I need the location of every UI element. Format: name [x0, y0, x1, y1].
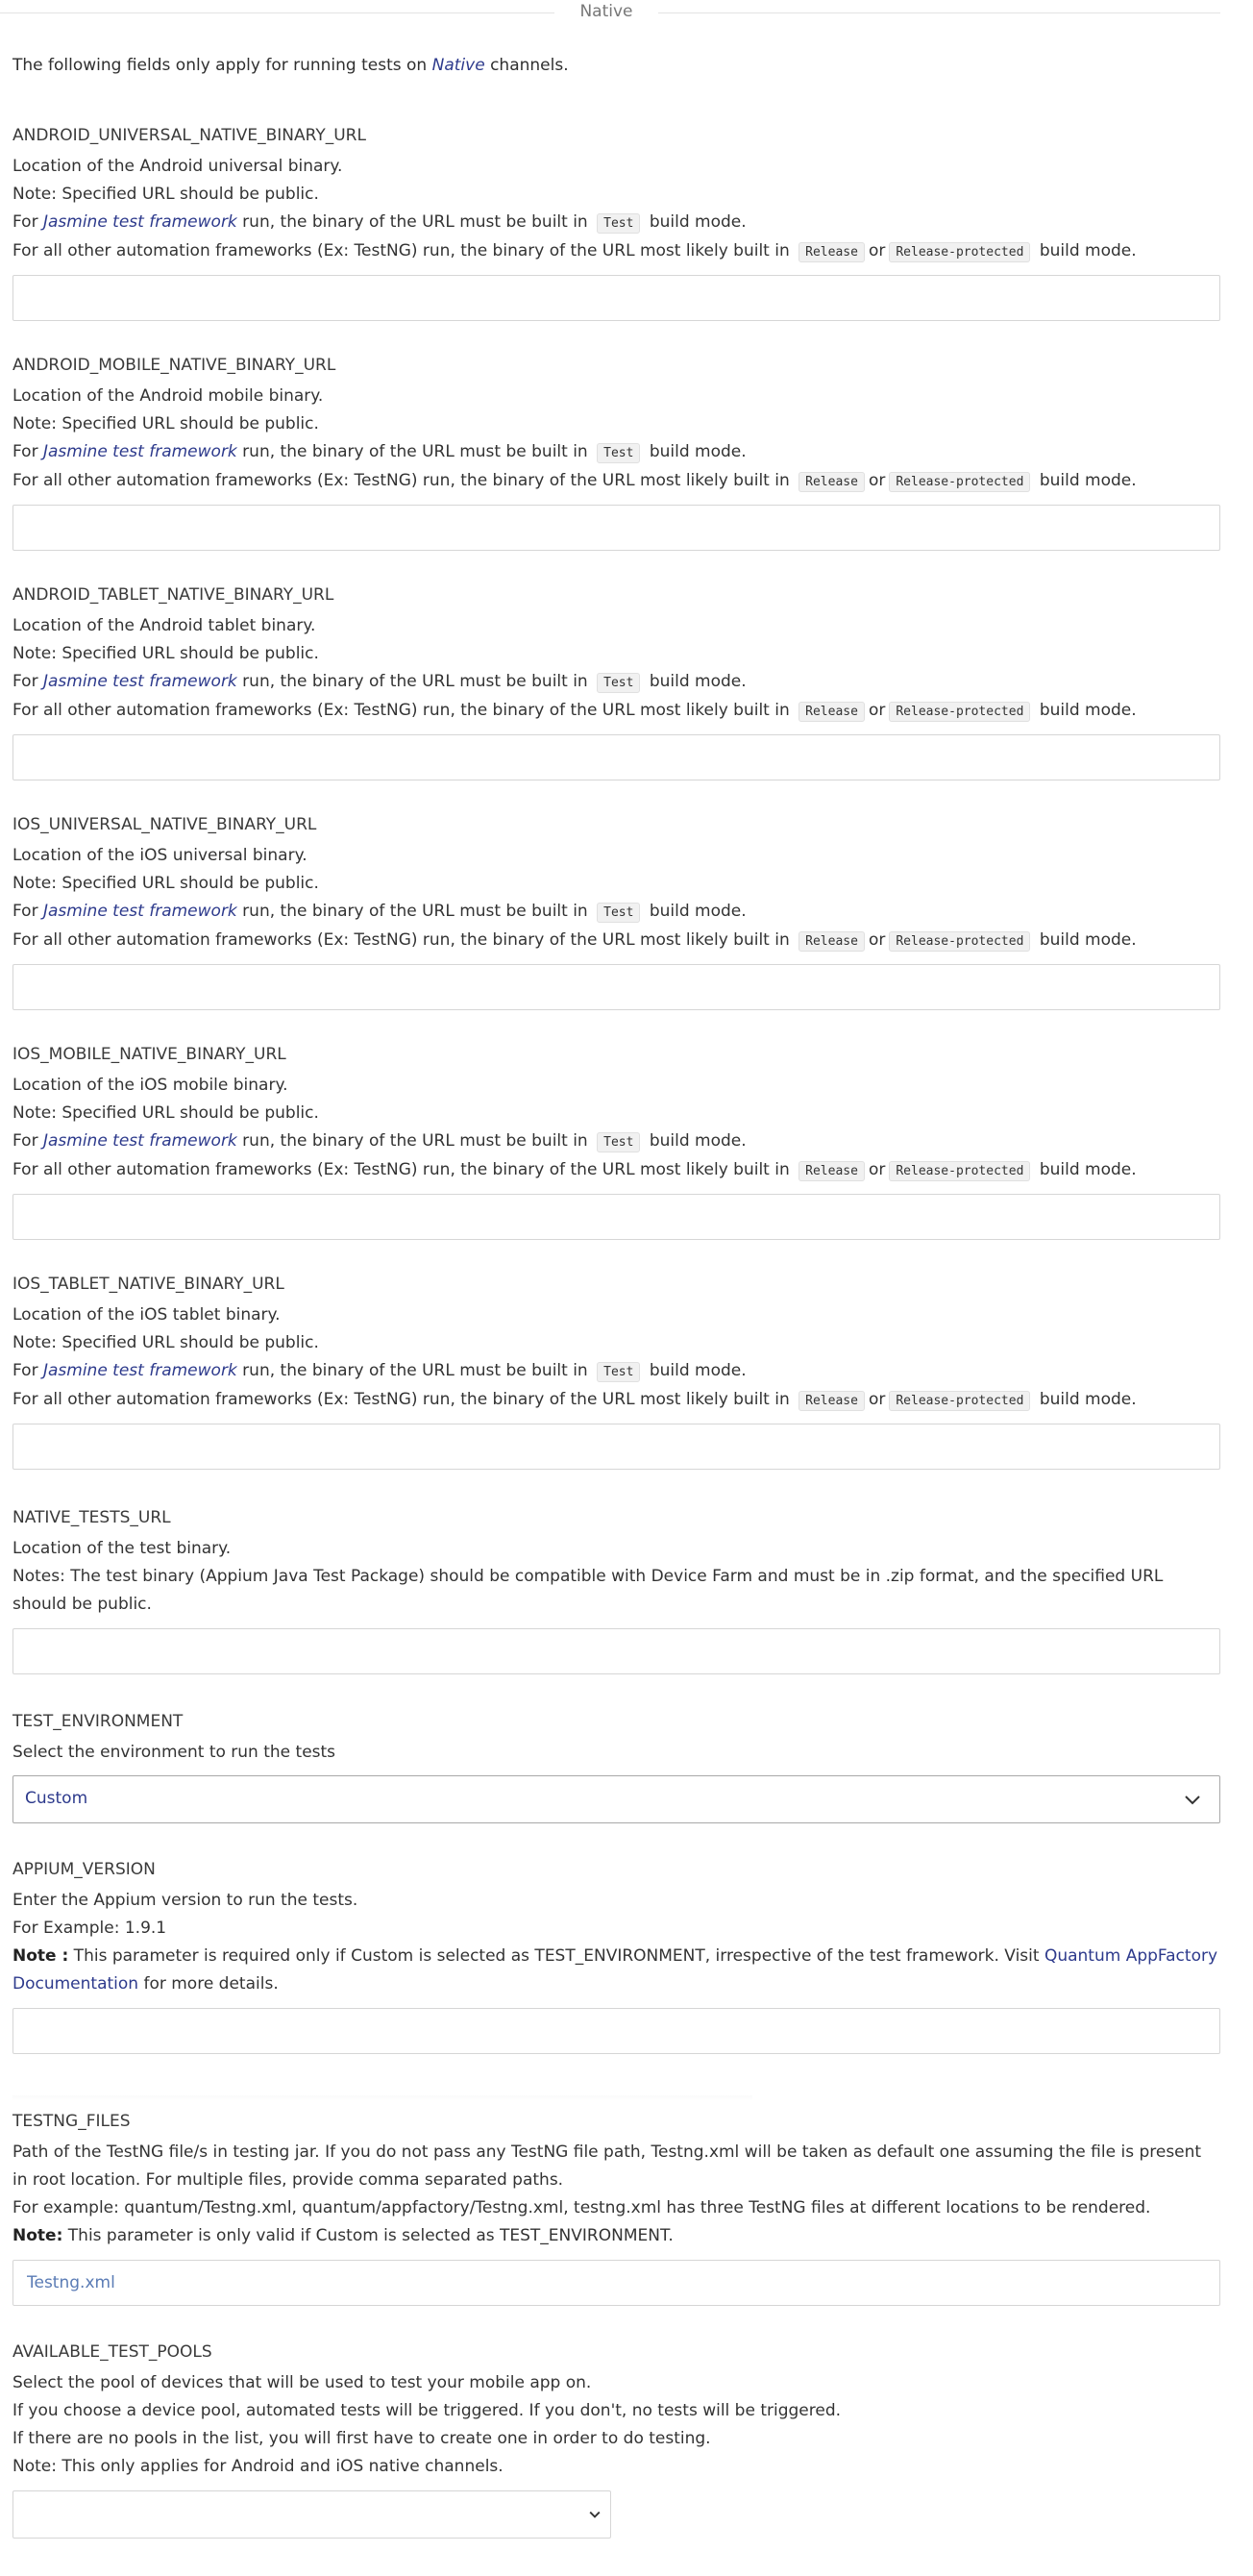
jasmine-link[interactable]: Jasmine test framework — [42, 442, 237, 461]
for-text: For — [12, 902, 43, 921]
appium-line2: For Example: 1.9.1 — [12, 1919, 167, 1938]
field-name: AVAILABLE_TEST_POOLS — [12, 2342, 212, 2362]
field-available-test-pools — [12, 2341, 1220, 2539]
field-name: TEST_ENVIRONMENT — [12, 1712, 184, 1731]
testng-files-input[interactable] — [12, 2260, 1220, 2306]
field-jasmine-line — [12, 438, 1220, 467]
or-text: or — [868, 1160, 886, 1179]
release-code: Release — [798, 242, 865, 262]
build-mode-text: build mode. — [1039, 930, 1137, 950]
field-location: Location of the iOS universal binary. — [12, 846, 307, 865]
test-code: Test — [597, 1362, 640, 1382]
pools-line1: Select the pool of devices that will be used to test your mobile app on. — [12, 2373, 592, 2392]
field-ios-universal — [12, 814, 1220, 1010]
or-text: or — [868, 1390, 886, 1409]
others-head: For all other automation frameworks (Ex: TestNG) run, the binary of the URL most likely built in — [12, 471, 790, 490]
release-code: Release — [798, 931, 865, 952]
test-environment-select[interactable] — [12, 1775, 1220, 1823]
intro-native: Native — [431, 56, 485, 75]
build-mode-text: build mode. — [649, 442, 747, 461]
field-jasmine-line — [12, 898, 1220, 927]
pools-line3: If there are no pools in the list, you will first have to create one in order to do testing. — [12, 2429, 711, 2448]
intro-text — [12, 54, 569, 77]
or-text: or — [868, 471, 886, 490]
build-mode-text: build mode. — [1039, 241, 1137, 260]
build-mode-text: build mode. — [649, 1361, 747, 1380]
release-code: Release — [798, 472, 865, 492]
for-text: For — [12, 1131, 43, 1151]
field-name: ANDROID_UNIVERSAL_NATIVE_BINARY_URL — [12, 126, 366, 145]
field-note-public: Note: Specified URL should be public. — [12, 1333, 319, 1352]
field-others-line — [12, 1156, 1220, 1185]
field-name: ANDROID_TABLET_NATIVE_BINARY_URL — [12, 585, 334, 605]
field-testng-files — [12, 2111, 1220, 2306]
others-head: For all other automation frameworks (Ex: TestNG) run, the binary of the URL most likely built in — [12, 1390, 790, 1409]
others-head: For all other automation frameworks (Ex: TestNG) run, the binary of the URL most likely built in — [12, 1160, 790, 1179]
jasmine-tail: run, the binary of the URL must be built in — [236, 212, 588, 232]
testng-line2: For example: quantum/Testng.xml, quantum/appfactory/Testng.xml, testng.xml has three TestNG files at different locations to be rendered. — [12, 2198, 1151, 2217]
field-name: IOS_UNIVERSAL_NATIVE_BINARY_URL — [12, 815, 317, 834]
field-note-public: Note: Specified URL should be public. — [12, 1103, 319, 1123]
chevron-down-icon — [1183, 1790, 1202, 1809]
test-code: Test — [597, 1132, 640, 1152]
field-name: IOS_TABLET_NATIVE_BINARY_URL — [12, 1275, 284, 1294]
native-tests-line1: Location of the test binary. — [12, 1539, 232, 1558]
build-mode-text: build mode. — [1039, 1160, 1137, 1179]
field-jasmine-line — [12, 209, 1220, 237]
release-code: Release — [798, 1161, 865, 1181]
field-name: ANDROID_MOBILE_NATIVE_BINARY_URL — [12, 356, 336, 375]
test-code: Test — [597, 213, 640, 234]
pools-line4: Note: This only applies for Android and iOS native channels. — [12, 2457, 504, 2476]
test-code: Test — [597, 673, 640, 693]
others-head: For all other automation frameworks (Ex: TestNG) run, the binary of the URL most likely built in — [12, 701, 790, 720]
build-mode-text: build mode. — [1039, 701, 1137, 720]
appium-note-label: Note : — [12, 1946, 69, 1966]
testng-line1: Path of the TestNG file/s in testing jar. If you do not pass any TestNG file path, Testng.xml will be taken as default one assuming the file is present in root location. For multiple files, provide comma separated paths. — [12, 2143, 1202, 2190]
testng-note-label: Note: — [12, 2226, 63, 2245]
or-text: or — [868, 701, 886, 720]
jasmine-link[interactable]: Jasmine test framework — [42, 672, 237, 691]
android-tablet-url-input[interactable] — [12, 734, 1220, 780]
testng-note — [12, 2222, 1220, 2250]
field-name: TESTNG_FILES — [12, 2112, 131, 2131]
field-test-environment — [12, 1711, 1220, 1823]
build-mode-text: build mode. — [649, 212, 747, 232]
field-note-public: Note: Specified URL should be public. — [12, 874, 319, 893]
jasmine-link[interactable]: Jasmine test framework — [42, 902, 237, 921]
android-universal-url-input[interactable] — [12, 275, 1220, 321]
release-protected-code: Release-protected — [889, 242, 1030, 262]
others-head: For all other automation frameworks (Ex: TestNG) run, the binary of the URL most likely built in — [12, 241, 790, 260]
build-mode-text: build mode. — [649, 1131, 747, 1151]
section-divider — [0, 0, 1220, 27]
jasmine-tail: run, the binary of the URL must be built in — [236, 1131, 588, 1151]
release-code: Release — [798, 1391, 865, 1411]
test-code: Test — [597, 903, 640, 923]
field-jasmine-line — [12, 1357, 1220, 1386]
release-code: Release — [798, 702, 865, 722]
appium-note-text: This parameter is required only if Custom is selected as TEST_ENVIRONMENT, irrespective of the test framework. Visit — [68, 1946, 1044, 1966]
field-ios-mobile — [12, 1044, 1220, 1240]
build-mode-text: build mode. — [1039, 1390, 1137, 1409]
ios-tablet-url-input[interactable] — [12, 1424, 1220, 1470]
field-native-tests-url — [12, 1507, 1220, 1674]
or-text: or — [868, 930, 886, 950]
jasmine-tail: run, the binary of the URL must be built in — [236, 672, 588, 691]
field-location: Location of the Android mobile binary. — [12, 386, 324, 406]
test-environment-value: Custom — [25, 1789, 88, 1808]
chevron-down-icon — [587, 2507, 602, 2522]
for-text: For — [12, 672, 43, 691]
field-android-mobile — [12, 355, 1220, 551]
intro-before: The following fields only apply for running tests on — [12, 56, 432, 75]
field-appium-version — [12, 1859, 1220, 2054]
native-tests-url-input[interactable] — [12, 1628, 1220, 1674]
field-android-universal — [12, 125, 1220, 321]
testng-note-text: This parameter is only valid if Custom is selected as TEST_ENVIRONMENT. — [62, 2226, 674, 2245]
field-location: Location of the Android tablet binary. — [12, 616, 316, 635]
appium-line1: Enter the Appium version to run the tests. — [12, 1891, 358, 1910]
field-location: Location of the iOS tablet binary. — [12, 1305, 281, 1325]
field-name: IOS_MOBILE_NATIVE_BINARY_URL — [12, 1045, 286, 1064]
field-name: APPIUM_VERSION — [12, 1860, 156, 1879]
documentation-link[interactable]: Quantum AppFactory Documentation — [12, 1946, 1218, 1994]
appium-note — [12, 1943, 1220, 1998]
field-others-line — [12, 927, 1220, 955]
field-android-tablet — [12, 584, 1220, 780]
field-location: Location of the Android universal binary. — [12, 157, 343, 176]
intro-after: channels. — [484, 56, 569, 75]
field-ios-tablet — [12, 1274, 1220, 1470]
appium-note-tail: for more details. — [138, 1974, 279, 1994]
pools-line2: If you choose a device pool, automated tests will be triggered. If you don't, no tests will be triggered. — [12, 2401, 842, 2420]
build-mode-text: build mode. — [1039, 471, 1137, 490]
test-pools-select[interactable] — [12, 2490, 611, 2539]
divider-line-left — [0, 12, 554, 13]
jasmine-link[interactable]: Jasmine test framework — [42, 1131, 237, 1151]
build-mode-text: build mode. — [649, 902, 747, 921]
jasmine-link[interactable]: Jasmine test framework — [42, 212, 237, 232]
native-tests-line2: Notes: The test binary (Appium Java Test Package) should be compatible with Device Farm and must be in .zip format, and the specified URL should be public. — [12, 1567, 1164, 1614]
build-mode-text: build mode. — [649, 672, 747, 691]
field-name: NATIVE_TESTS_URL — [12, 1508, 171, 1527]
jasmine-link[interactable]: Jasmine test framework — [42, 1361, 237, 1380]
ios-universal-url-input[interactable] — [12, 964, 1220, 1010]
release-protected-code: Release-protected — [889, 1391, 1030, 1411]
test-code: Test — [597, 443, 640, 463]
for-text: For — [12, 212, 43, 232]
others-head: For all other automation frameworks (Ex: TestNG) run, the binary of the URL most likely built in — [12, 930, 790, 950]
test-environment-desc: Select the environment to run the tests — [12, 1743, 336, 1762]
field-jasmine-line — [12, 1127, 1220, 1156]
field-location: Location of the iOS mobile binary. — [12, 1076, 288, 1095]
or-text: or — [868, 241, 886, 260]
field-others-line — [12, 237, 1220, 266]
release-protected-code: Release-protected — [889, 931, 1030, 952]
field-others-line — [12, 697, 1220, 726]
field-jasmine-line — [12, 668, 1220, 697]
release-protected-code: Release-protected — [889, 702, 1030, 722]
section-title: Native — [579, 2, 633, 21]
for-text: For — [12, 1361, 43, 1380]
jasmine-tail: run, the binary of the URL must be built in — [236, 1361, 588, 1380]
for-text: For — [12, 442, 43, 461]
android-mobile-url-input[interactable] — [12, 505, 1220, 551]
field-note-public: Note: Specified URL should be public. — [12, 414, 319, 433]
jasmine-tail: run, the binary of the URL must be built in — [236, 442, 588, 461]
field-others-line — [12, 467, 1220, 496]
divider — [12, 2095, 752, 2101]
appium-version-input[interactable] — [12, 2008, 1220, 2054]
field-others-line — [12, 1386, 1220, 1415]
ios-mobile-url-input[interactable] — [12, 1194, 1220, 1240]
field-note-public: Note: Specified URL should be public. — [12, 644, 319, 663]
release-protected-code: Release-protected — [889, 1161, 1030, 1181]
divider-line-right — [658, 12, 1220, 13]
jasmine-tail: run, the binary of the URL must be built in — [236, 902, 588, 921]
release-protected-code: Release-protected — [889, 472, 1030, 492]
field-note-public: Note: Specified URL should be public. — [12, 185, 319, 204]
